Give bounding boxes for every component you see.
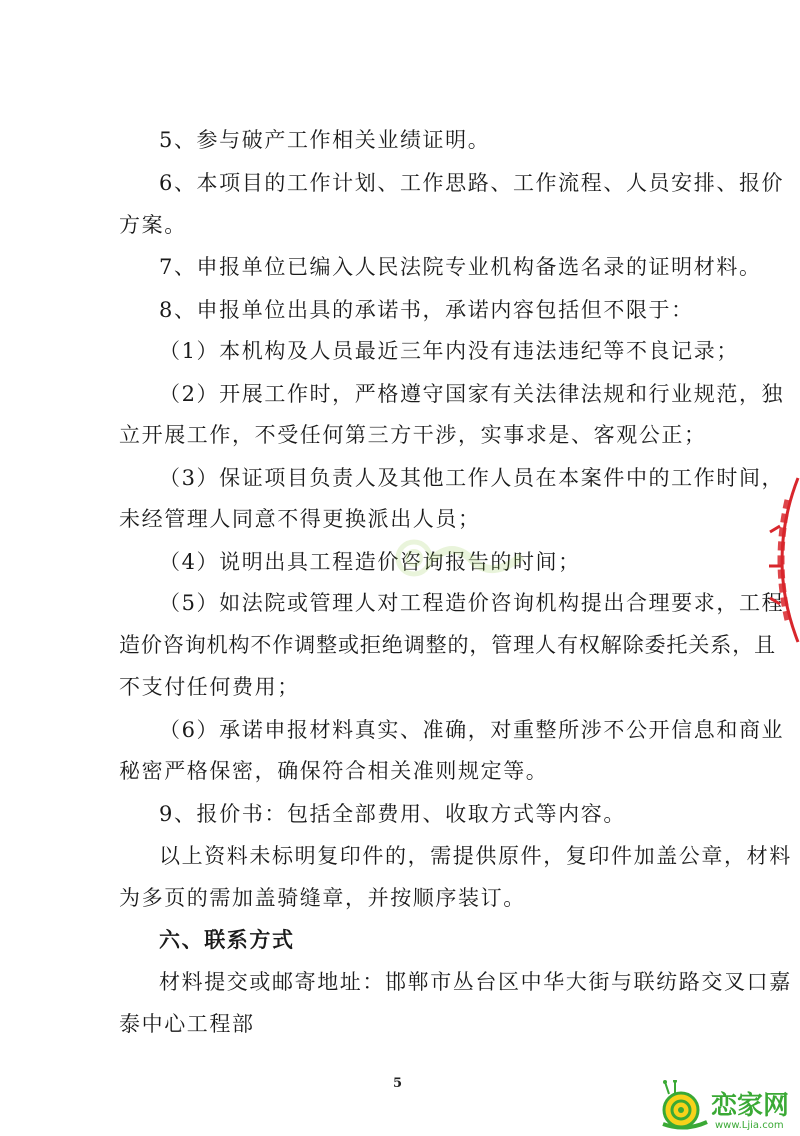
company-seal bbox=[760, 470, 800, 650]
paragraph-address: 材料提交或邮寄地址：邯郸市丛台区中华大街与联纺路交叉口嘉 bbox=[159, 970, 792, 994]
section-heading-contact: 六、联系方式 bbox=[159, 927, 295, 952]
seal-stamp-icon bbox=[760, 470, 800, 650]
paragraph-sub-4: （4）说明出具工程造价咨询报告的时间； bbox=[159, 550, 581, 574]
paragraph-sub-1: （1）本机构及人员最近三年内没有违法违纪等不良记录； bbox=[159, 339, 739, 363]
paragraph-sub-3: （3）保证项目负责人及其他工作人员在本案件中的工作时间， bbox=[159, 466, 785, 490]
paragraph-sub-6-cont: 秘密严格保密，确保符合相关准则规定等。 bbox=[119, 759, 549, 783]
paragraph-sub-5-cont: 造价咨询机构不作调整或拒绝调整的，管理人有权解除委托关系，且 bbox=[119, 633, 776, 657]
footer-brand-logo bbox=[655, 1080, 800, 1132]
paragraph-note-cont: 为多页的需加盖骑缝章，并按顺序装订。 bbox=[119, 886, 526, 910]
page-number: 5 bbox=[393, 1076, 403, 1091]
logo-text: 恋家网 bbox=[711, 1091, 790, 1121]
paragraph-sub-5: （5）如法院或管理人对工程造价咨询机构提出合理要求，工程 bbox=[159, 591, 785, 615]
paragraph-item-8: 8、申报单位出具的承诺书，承诺内容包括但不限于： bbox=[159, 298, 694, 322]
paragraph-sub-5-cont2: 不支付任何费用； bbox=[119, 675, 300, 699]
paragraph-sub-2: （2）开展工作时，严格遵守国家有关法律法规和行业规范，独 bbox=[159, 382, 785, 406]
paragraph-sub-6: （6）承诺申报材料真实、准确，对重整所涉不公开信息和商业 bbox=[159, 718, 785, 742]
paragraph-item-9: 9、报价书：包括全部费用、收取方式等内容。 bbox=[159, 802, 626, 826]
paragraph-item-6-cont: 方案。 bbox=[119, 213, 187, 237]
paragraph-sub-3-cont: 未经管理人同意不得更换派出人员； bbox=[119, 507, 481, 531]
paragraph-item-5: 5、参与破产工作相关业绩证明。 bbox=[159, 128, 491, 152]
paragraph-address-cont: 泰中心工程部 bbox=[119, 1012, 255, 1036]
snail-logo-icon bbox=[655, 1080, 800, 1132]
logo-url: www.Ljia.com bbox=[715, 1120, 784, 1131]
paragraph-sub-2-cont: 立开展工作，不受任何第三方干涉，实事求是、客观公正； bbox=[119, 423, 707, 447]
paragraph-item-7: 7、申报单位已编入人民法院专业机构备选名录的证明材料。 bbox=[159, 255, 762, 279]
paragraph-item-6: 6、本项目的工作计划、工作思路、工作流程、人员安排、报价 bbox=[159, 171, 785, 195]
paragraph-note: 以上资料未标明复印件的，需提供原件，复印件加盖公章，材料 bbox=[159, 844, 792, 868]
